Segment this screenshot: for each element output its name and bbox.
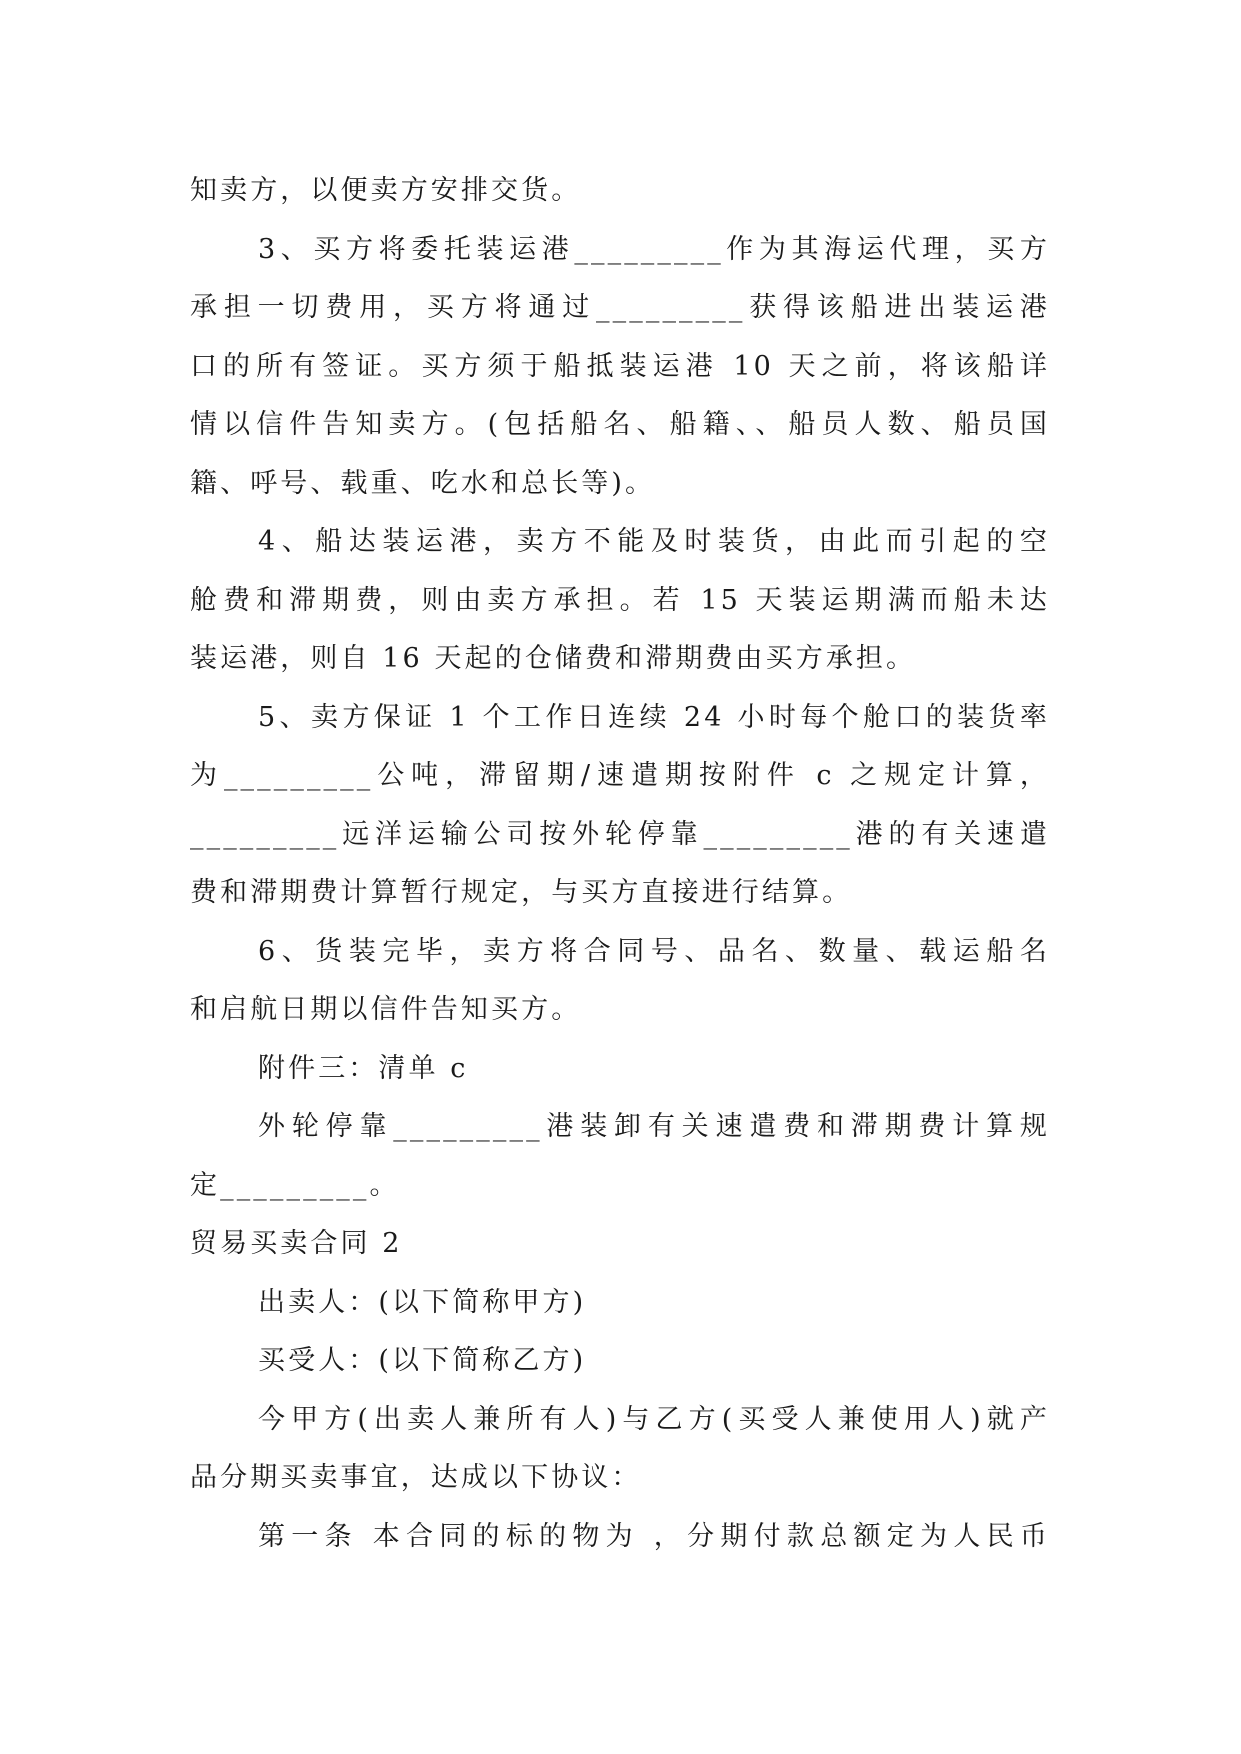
agreement-line: 品分期买卖事宜，达成以下协议： [190,1462,642,1493]
clause-3-line: 3、买方将委托装运港_________作为其海运代理，买方 [258,233,1050,265]
clause-3-line: 承担一切费用，买方将通过_________获得该船进出装运港 [190,292,1050,323]
appendix-heading: 附件三：清单 c [258,1052,469,1084]
clause-6-line: 6、货装完毕，卖方将合同号、品名、数量、载运船名 [258,935,1050,967]
clause-3-line: 情以信件告知卖方。(包括船名、船籍、、船员人数、船员国 [190,409,1050,440]
clause-5-line: _________远洋运输公司按外轮停靠_________港的有关速遣 [190,818,1050,850]
clause-6-line: 和启航日期以信件告知买方。 [190,994,582,1025]
document-body [190,162,1050,1566]
clause-3-line: 籍、呼号、载重、吃水和总长等)。 [190,467,656,499]
clause-5-line: 为_________公吨，滞留期/速遣期按附件 c 之规定计算， [190,760,1050,791]
seller-line: 出卖人：(以下简称甲方) [258,1286,587,1318]
clause-4-line: 舱费和滞期费，则由卖方承担。若 15 天装运期满而船未达 [190,584,1050,616]
clause-4-line: 4、船达装运港，卖方不能及时装货，由此而引起的空 [258,526,1050,557]
article-1-line: 第一条 本合同的标的物为 ，分期付款总额定为人民币 [258,1520,1050,1552]
clause-5-line: 费和滞期费计算暂行规定，与买方直接进行结算。 [190,877,853,908]
paragraph-line: 知卖方，以便卖方安排交货。 [190,175,582,206]
agreement-line: 今甲方(出卖人兼所有人)与乙方(买受人兼使用人)就产 [258,1403,1050,1435]
clause-4-line: 装运港，则自 16 天起的仓储费和滞期费由买方承担。 [190,643,917,674]
appendix-line: 定_________。 [190,1169,400,1201]
buyer-line: 买受人：(以下简称乙方) [258,1345,587,1376]
appendix-line: 外轮停靠_________港装卸有关速遣费和滞期费计算规 [258,1111,1050,1142]
clause-3-line: 口的所有签证。买方须于船抵装运港 10 天之前，将该船详 [190,350,1050,382]
clause-5-line: 5、卖方保证 1 个工作日连续 24 小时每个舱口的装货率 [258,701,1050,733]
contract-title: 贸易买卖合同 2 [190,1228,403,1259]
